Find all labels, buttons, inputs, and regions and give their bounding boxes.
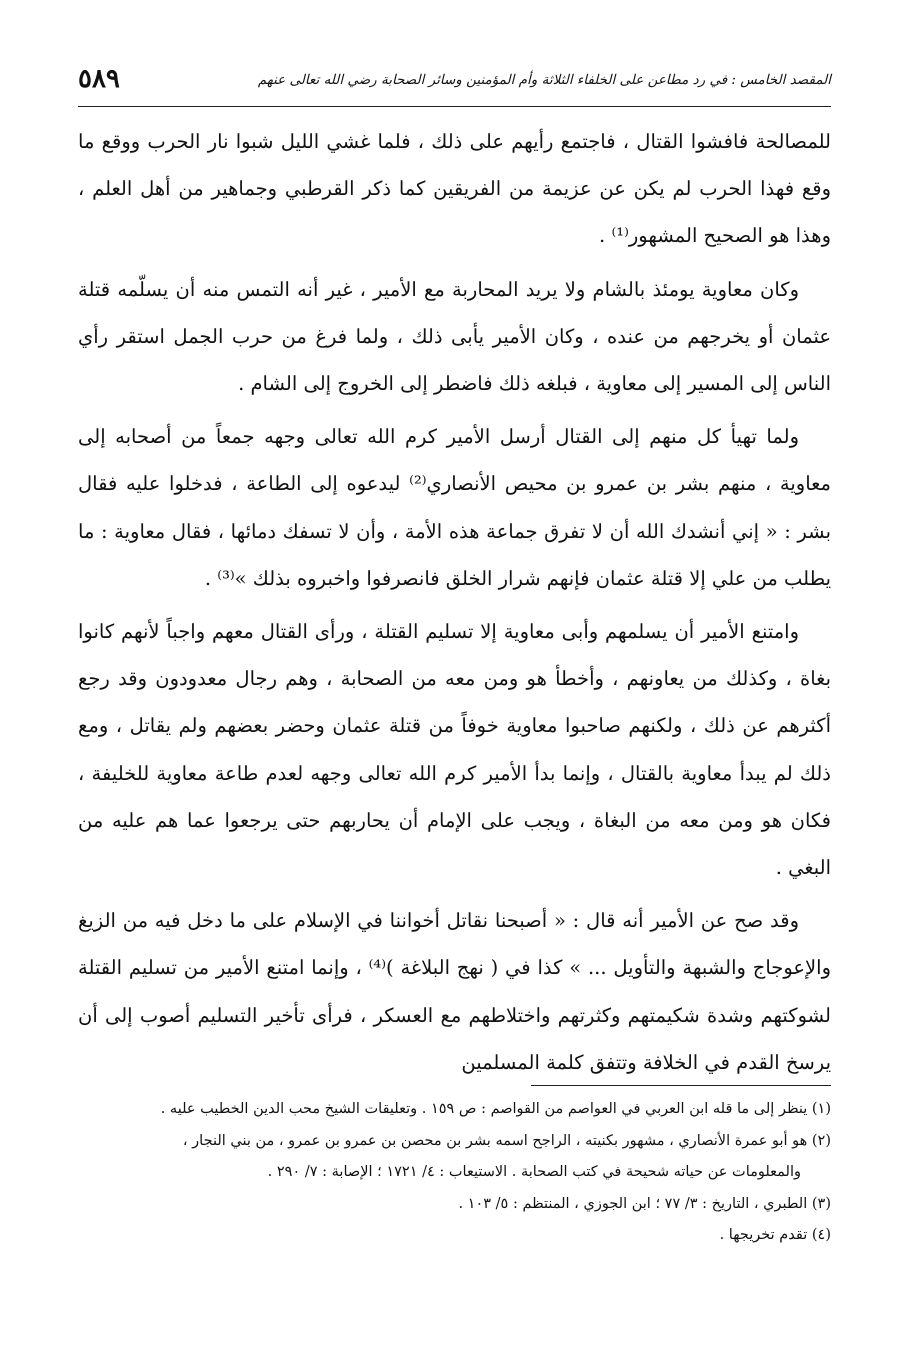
- paragraph: وكان معاوية يومئذ بالشام ولا يريد المحاربة مع الأمير ، غير أنه التمس منه أن يسلّمه قتلة عثمان أو يخرجهم من عنده ، وكان الأمير يأبى ذلك ، ولما فرغ من حرب الجمل استقر رأي الناس إلى المسير إلى معاوية ، فبلغه ذلك فاضطر إلى الخروج إلى الشام .: [78, 277, 831, 396]
- footnotes: [78, 1094, 831, 1252]
- paragraph: وقد صح عن الأمير أنه قال : « أصبحنا نقاتل أخواننا في الإسلام على ما دخل فيه من الزيغ والإعوجاج والشبهة والتأويل ... » كذا في ( نهج البلاغة )⁽⁴⁾ ، وإنما امتنع الأمير من تسليم القتلة لشوكتهم وشدة شكيمتهم وكثرتهم واختلاطهم مع العسكر ، فرأى تأخير التسليم أصوب إلى أن يرسخ القدم في الخلافة وتتفق كلمة المسلمين: [78, 909, 831, 1074]
- running-head: المقصد الخامس : في رد مطاعن على الخلفاء الثلاثة وأم المؤمنين وسائر الصحابة رضي الله تعالى عنهم: [257, 72, 831, 88]
- paragraph: للمصالحة فافشوا القتال ، فاجتمع رأيهم على ذلك ، فلما غشي الليل شبوا نار الحرب ووقع ما وقع فهذا الحرب لم يكن عن عزيمة من الفريقين كما ذكر القرطبي وجماهير من أهل العلم ، وهذا هو الصحيح المشهور⁽¹⁾ .: [78, 130, 831, 248]
- header-rule: [78, 106, 831, 107]
- footnote-1: (١) ينظر إلى ما قله ابن العربي في العواصم من القواصم : ص ١٥٩ . وتعليقات الشيخ محب الدين الخطيب عليه .: [160, 1101, 831, 1117]
- footnote-separator: [531, 1085, 831, 1086]
- footnote-2-continued: والمعلومات عن حياته شحيحة في كتب الصحابة . الاستيعاب : ٤/ ١٧٢١ ؛ الإصابة : ٧/ ٢٩٠ .: [267, 1164, 801, 1180]
- page-number: ٥٨٩: [78, 64, 120, 94]
- paragraph: ولما تهيأ كل منهم إلى القتال أرسل الأمير كرم الله تعالى وجهه جمعاً من أصحابه إلى معاوية ، منهم بشر بن عمرو بن محيص الأنصاري⁽²⁾ ليدعوه إلى الطاعة ، فدخلوا عليه فقال بشر : « إني أنشدك الله أن لا تفرق جماعة هذه الأمة ، وأن لا تسفك دمائها ، فقال معاوية : ما يطلب من علي إلا قتلة عثمان فإنهم شرار الخلق فانصرفوا واخبروه بذلك »⁽³⁾ .: [78, 425, 831, 590]
- main-text: [78, 118, 831, 1086]
- page-header: [78, 64, 831, 104]
- footnote-4: (٤) تقدم تخريجها .: [719, 1227, 831, 1243]
- footnote-3: (٣) الطبري ، التاريخ : ٣/ ٧٧ ؛ ابن الجوزي ، المنتظم : ٥/ ١٠٣ .: [458, 1195, 831, 1212]
- paragraph: وامتنع الأمير أن يسلمهم وأبى معاوية إلا تسليم القتلة ، ورأى القتال معهم واجباً لأنهم كانوا بغاة ، وكذلك من يعاونهم ، وأخطأ هو ومن معه من الصحابة ، وهم رجال معدودون وقد رجع أكثرهم عن ذلك ، ولكنهم صاحبوا معاوية خوفاً من قتلة عثمان وحضر بعضهم ولم يقاتل ، ومع ذلك لم يبدأ معاوية بالقتال ، وإنما بدأ الأمير كرم الله تعالى وجهه لعدم طاعة معاوية للخليفة ، فكان هو ومن معه من البغاة ، ويجب على الإمام أن يحاربهم حتى يرجعوا عما هم عليه من البغي .: [78, 620, 831, 880]
- footnote-2: (٢) هو أبو عمرة الأنصاري ، مشهور بكنيته ، الراجح اسمه بشر بن محصن بن عمرو بن عمرو ، من بني النجار ،: [182, 1132, 831, 1149]
